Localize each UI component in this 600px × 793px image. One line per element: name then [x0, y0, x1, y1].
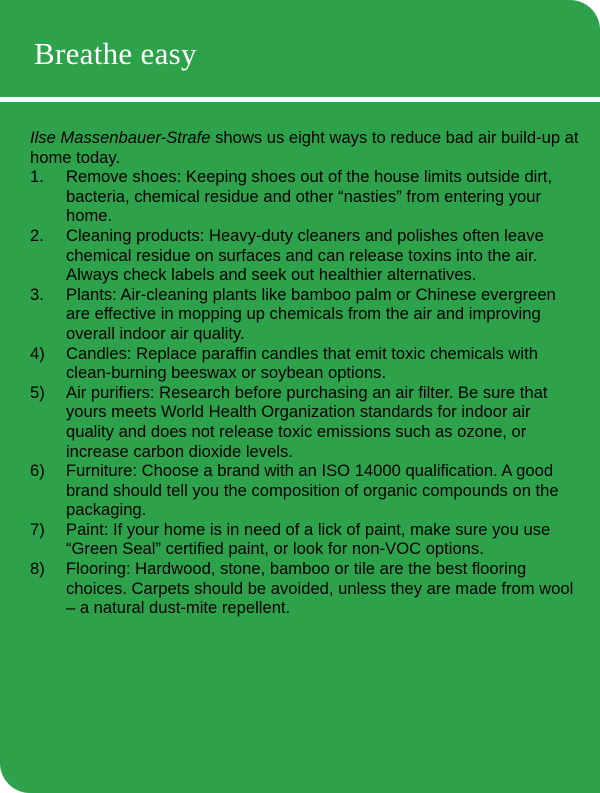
list-item — [30, 461, 582, 520]
intro-author: Ilse Massenbauer-Strafe — [30, 128, 211, 147]
list-item — [30, 285, 582, 344]
list-item — [30, 383, 582, 461]
intro-text: shows us eight ways to reduce bad air build-up at home today. — [30, 128, 579, 167]
list-item — [30, 559, 582, 618]
tips-list — [30, 167, 582, 618]
list-item-number: 5) — [30, 382, 45, 402]
list-item-text: Candles: Replace paraffin candles that emit toxic chemicals with clean-burning beeswax or soybean options. — [66, 343, 538, 383]
list-item-number: 1. — [30, 167, 44, 187]
list-item-number: 4) — [30, 343, 45, 363]
list-item-text: Furniture: Choose a brand with an ISO 14000 qualification. A good brand should tell you the composition of organic compounds on the packaging. — [66, 461, 559, 520]
list-item — [30, 226, 582, 285]
box-header — [0, 0, 600, 97]
list-item-text: Flooring: Hardwood, stone, bamboo or tile are the best flooring choices. Carpets should be avoided, unless they are made from wool – a natural dust-mite repellent. — [66, 559, 574, 618]
list-item-text: Air purifiers: Research before purchasing an air filter. Be sure that yours meets World Health Organization standards for indoor air quality and does not release toxic emissions such as ozone, or increase carbon dioxide levels. — [66, 382, 548, 461]
list-item-number: 2. — [30, 225, 44, 245]
box-body — [0, 102, 600, 793]
list-item-number: 8) — [30, 559, 45, 579]
list-item-text: Plants: Air-cleaning plants like bamboo palm or Chinese evergreen are effective in mopping up chemicals from the air and improving overall indoor air quality. — [66, 284, 556, 343]
list-item-number: 7) — [30, 519, 45, 539]
list-item-text: Cleaning products: Heavy-duty cleaners and polishes often leave chemical residue on surfaces and can release toxins into the air. Always check labels and seek out healthier alternatives. — [66, 225, 544, 285]
intro-paragraph — [30, 128, 582, 167]
list-item-number: 3. — [30, 284, 44, 304]
list-item — [30, 167, 582, 226]
list-item-text: Paint: If your home is in need of a lick of paint, make sure you use “Green Seal” certified paint, or look for non-VOC options. — [66, 519, 551, 559]
list-item — [30, 520, 582, 559]
list-item-number: 6) — [30, 461, 45, 481]
box-title: Breathe easy — [34, 36, 197, 71]
list-item — [30, 344, 582, 383]
list-item-text: Remove shoes: Keeping shoes out of the house limits outside dirt, bacteria, chemical residue and other “nasties” from entering your home. — [66, 167, 553, 226]
